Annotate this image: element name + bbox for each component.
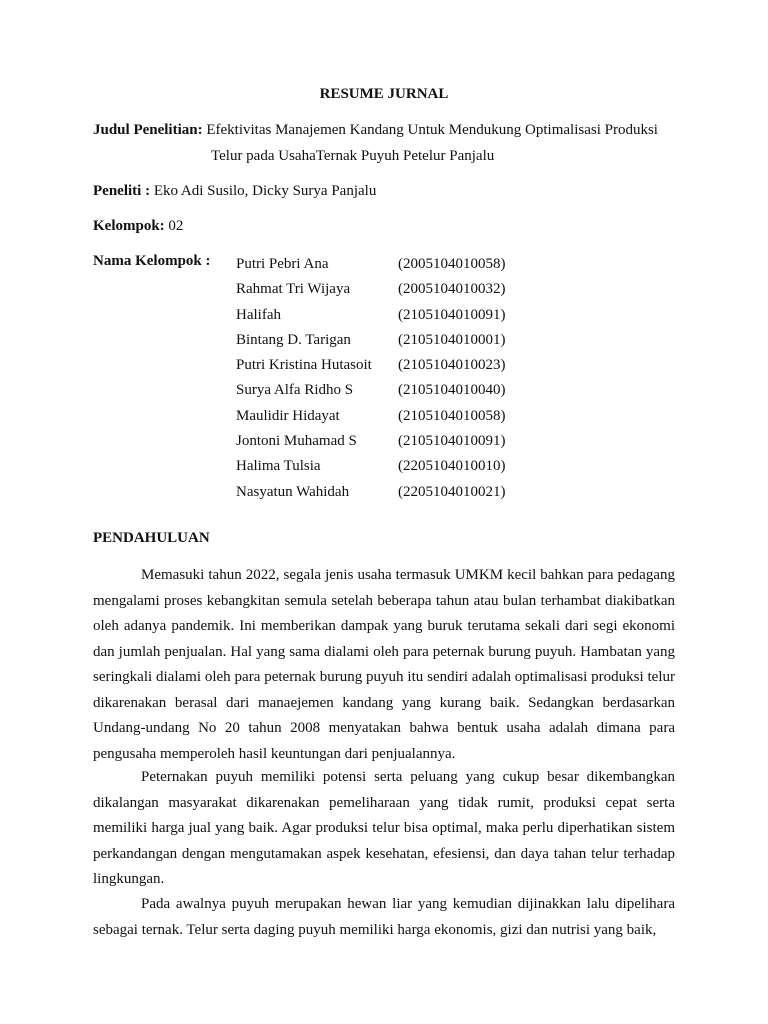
member-nim: (2105104010091) <box>398 433 506 450</box>
peneliti-label: Peneliti : <box>93 183 151 199</box>
judul-line-2: Telur pada UsahaTernak Puyuh Petelur Panjalu <box>211 148 495 164</box>
member-nim: (2205104010010) <box>398 458 506 475</box>
kelompok-value: 02 <box>168 218 184 234</box>
member-name: Maulidir Hidayat <box>236 407 340 424</box>
member-name: Jontoni Muhamad S <box>236 433 357 450</box>
paragraph: Peternakan puyuh memiliki potensi serta peluang yang cukup besar dikembangkan dikalangan masyarakat dikarenakan pemeliharaan yang tidak rumit, produksi cepat serta memiliki harga jual yang baik. Agar produksi telur bisa optimal, maka perlu diperhatikan sistem perkandangan dengan mengutamakan aspek kesehatan, efesiensi, dan daya tahan telur terhadap lingkungan. <box>93 769 675 887</box>
kelompok-label: Kelompok: <box>93 218 165 234</box>
member-nim: (2105104010058) <box>398 407 506 424</box>
member-nim: (2005104010058) <box>398 256 506 272</box>
member-nim: (2105104010001) <box>398 331 506 348</box>
member-name: Putri Kristina Hutasoit <box>236 357 372 374</box>
member-name: Putri Pebri Ana <box>236 256 329 272</box>
member-nim: (2205104010021) <box>398 483 506 500</box>
member-name: Surya Alfa Ridho S <box>236 382 354 399</box>
member-name: Nasyatun Wahidah <box>236 483 350 500</box>
document-title: RESUME JURNAL <box>319 86 449 102</box>
paragraph: Pada awalnya puyuh merupakan hewan liar yang kemudian dijinakkan lalu dipelihara sebagai ternak. Telur serta daging puyuh memiliki harga ekonomis, gizi dan nutrisi yang baik, <box>93 896 675 938</box>
member-name: Halifah <box>236 306 281 323</box>
judul-label: Judul Penelitian: <box>93 122 203 138</box>
member-nim: (2105104010091) <box>398 306 506 323</box>
member-name: Rahmat Tri Wijaya <box>236 281 351 298</box>
nama-kelompok-label: Nama Kelompok : <box>93 253 211 269</box>
member-nim: (2005104010032) <box>398 281 506 298</box>
peneliti-value: Eko Adi Susilo, Dicky Surya Panjalu <box>153 183 377 199</box>
member-name: Bintang D. Tarigan <box>236 331 351 348</box>
judul-line-1: Efektivitas Manajemen Kandang Untuk Mendukung Optimalisasi Produksi <box>206 122 658 138</box>
section-heading: PENDAHULUAN <box>93 530 210 546</box>
member-name: Halima Tulsia <box>236 458 321 475</box>
member-nim: (2105104010040) <box>398 382 506 399</box>
paragraph: Memasuki tahun 2022, segala jenis usaha termasuk UMKM kecil bahkan para pedagang mengalami proses kebangkitan semula setelah beberapa tahun atau bulan terhambat diakibatkan oleh adanya pandemik. Ini memberikan dampak yang buruk terutama sekali dari segi ekonomi dan jumlah penjualan. Hal yang sama dialami oleh para peternak burung puyuh. Hambatan yang seringkali dialami oleh para peternak burung puyuh itu sendiri adalah optimalisasi produksi telur dikarenakan berasal dari manaejemen kandang yang kurang baik. Sedangkan berdasarkan Undang-undang No 20 tahun 2008 menyatakan bahwa bentuk usaha adalah dimana para pengusaha memperoleh hasil keuntungan dari penjualannya. <box>93 567 675 762</box>
member-nim: (2105104010023) <box>398 357 506 374</box>
